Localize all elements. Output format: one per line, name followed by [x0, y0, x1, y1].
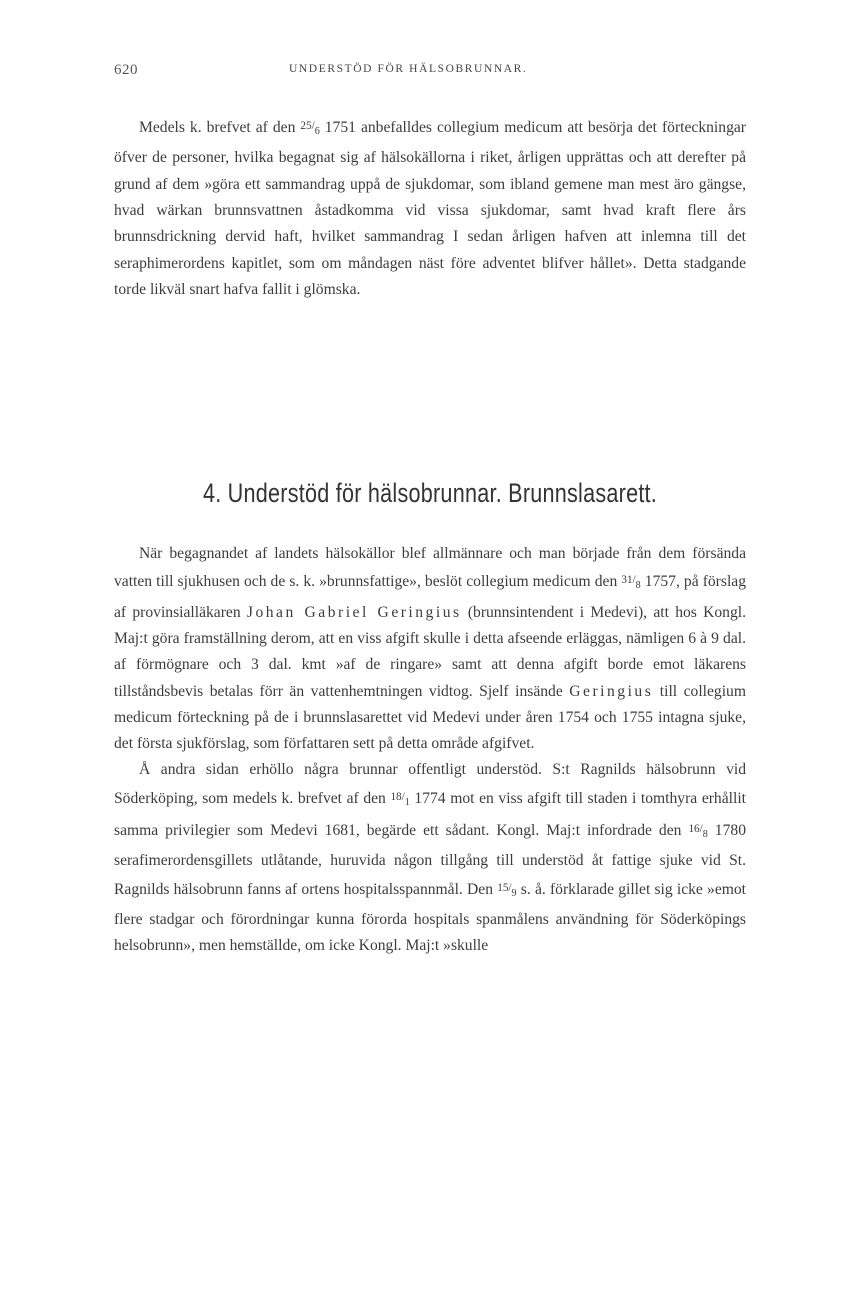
- paragraph-2-text-4: till collegium medicum förteckning på de i brunnslasarettet vid Medevi under åren 1754 och 1755 intagna sjuke, det första sjukförslag, som författaren sett på detta område afgifvet.: [114, 682, 746, 753]
- fraction-denominator: 6: [314, 126, 320, 138]
- paragraph-3-text-4: s. å. förklarade gillet sig icke »emot flere stadgar och förordningar kunna förorda hospitals spanmålens användning för Söderköpings helsobrunn», men hemställde, om icke Kongl. Maj:t »skulle: [114, 880, 746, 955]
- person-name-spaced: Geringius: [569, 682, 654, 700]
- paragraph-3-text-2: 1774 mot en viss afgift till staden i tomthyra erhållit samma privilegier som Medevi 1681, begärde ett sådant. Kongl. Maj:t infordrade den: [114, 789, 746, 839]
- paragraph-1: [114, 113, 746, 303]
- page-number: 620: [114, 62, 138, 78]
- fraction-denominator: 8: [635, 580, 641, 592]
- fraction-numerator: 15: [497, 881, 509, 894]
- fraction-numerator: 25: [300, 120, 312, 132]
- fraction-denominator: 1: [404, 796, 410, 808]
- fraction-numerator: 16: [688, 823, 700, 836]
- paragraph-1-text-2: 1751 anbefalldes collegium medicum att besörja det förteckningar öfver de personer, hvilka begagnat sig af hälsokällorna i riket, årligen upprättas och att derefter på grund af dem »göra ett sammandrag uppå de sjukdomar, som ibland gemene man mest äro gängse, hvad wärkan brunnsvattnen åstadkomma vid vissa sjukdomar, samt hvad kraft flere års brunnsdrickning dervid haft, hvilket sammandrag I sedan årligen hafven att inlemna till det seraphimerordens kapitlet, som om måndagen näst före adventet blifver hållet». Detta stadgande torde likväl snart hafva fallit i glömska.: [114, 118, 746, 298]
- section-heading: 4. Understöd för hälsobrunnar. Brunnslasarett.: [202, 478, 658, 508]
- date-fraction: $15/_9$: [497, 881, 517, 899]
- paragraph-2-text-1: När begagnandet af landets hälsokällor blef allmännare och man började från dem försända vatten till sjukhusen och de s. k. »brunnsfattige», beslöt collegium medicum den: [114, 545, 746, 591]
- paragraph-3-text-3: 1780 serafimerordensgillets utlåtande, huruvida någon tillgång till understöd åt fattige sjuke vid St. Ragnilds hälsobrunn fanns af ortens hospitalsspannmål. Den: [114, 821, 746, 898]
- date-fraction: $31/_8$: [621, 574, 641, 592]
- fraction-numerator: 18: [390, 790, 402, 803]
- running-head: [114, 62, 746, 86]
- paragraph-1-block: [114, 113, 746, 303]
- fraction-denominator: 8: [702, 829, 708, 841]
- paragraphs-2-3-block: [114, 541, 746, 960]
- date-fraction: $16/_8$: [688, 823, 708, 841]
- fraction-denominator: 9: [511, 887, 517, 899]
- fraction-numerator: 31: [621, 574, 633, 587]
- paragraph-2-text-2: 1757, på förslag af provinsialläkaren: [114, 573, 746, 621]
- date-fraction: $25/_6$: [300, 120, 320, 138]
- paragraph-3-text-1: Å andra sidan erhöllo några brunnar offentligt understöd. S:t Ragnilds hälsobrunn vid Söderköping, som medels k. brefvet af den: [114, 761, 746, 807]
- date-fraction: $18/_1$: [390, 790, 410, 808]
- paragraph-3: [114, 757, 746, 959]
- running-title: UNDERSTÖD FÖR HÄLSOBRUNNAR.: [289, 63, 528, 75]
- paragraph-2-text-3: (brunnsintendent i Medevi), att hos Kongl. Maj:t göra framställning derom, att en viss afgift skulle i detta afseende erläggas, nämligen 6 à 9 dal. af förmögnare och 3 dal. kmt »af de ringare» samt att denna afgift borde emot läkarens tillståndsbevis betalas förr än vattenhemtningen vidtog. Sjelf insände: [114, 603, 746, 700]
- paragraph-1-text-1: Medels k. brefvet af den: [139, 118, 301, 136]
- paragraph-2: [114, 541, 746, 757]
- person-name-spaced: Johan Gabriel Geringius: [246, 603, 462, 621]
